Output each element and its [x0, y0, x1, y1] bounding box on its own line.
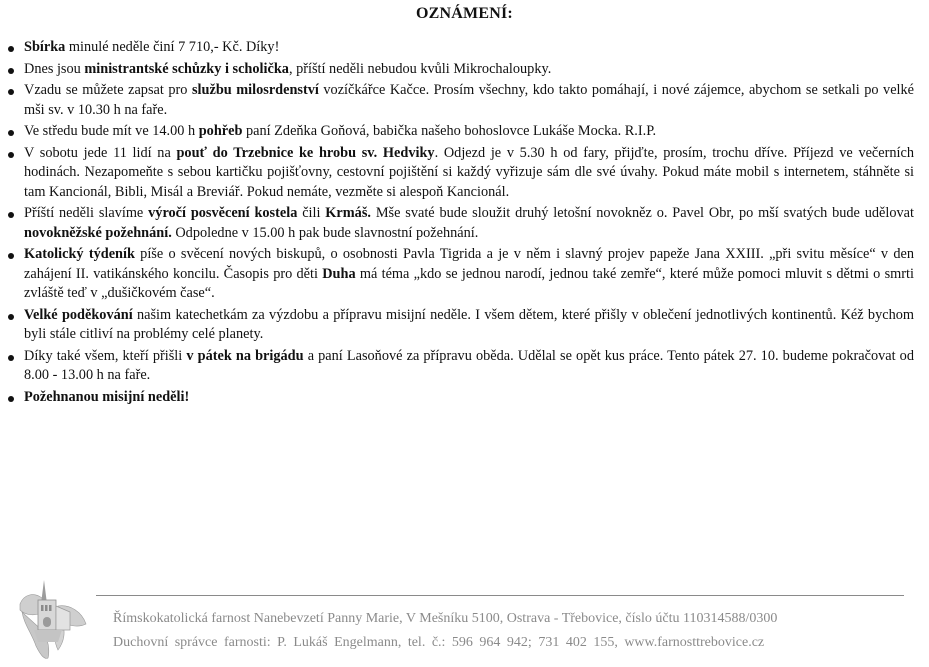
announcement-text: Odpoledne v 15.00 h pak bude slavnostní požehnání. — [171, 224, 479, 241]
bullet-icon — [8, 130, 14, 136]
announcement-item — [8, 245, 914, 304]
announcement-text: Vzadu se můžete zapsat pro — [24, 82, 192, 98]
bullet-icon — [8, 355, 14, 361]
announcement-text: V sobotu jede 11 lidí na — [24, 144, 177, 161]
announcement-text: Ve středu bude mít ve 14.00 h — [24, 123, 199, 139]
bullet-icon — [8, 89, 14, 95]
announcement-text: Příští neděli slavíme — [24, 205, 149, 221]
bullet-icon — [8, 314, 14, 320]
announcement-text: . Odjezd je v 5.30 h od fary, přijďte, prosím, trochu dříve. Příjezd ve večerních hodinách. Nezapomeňte s sebou kartičku pojišťovny, cestovní pojištění si každý vyřizuje sám dle své úvahy. Pokud máte mobil s internetem, stáhněte si tam Kancionál, Bibli, Misál a Breviář. Pokud nemáte, vezměte si alespoň Kancionál. — [24, 144, 915, 200]
announcement-highlight: službu milosrdenství — [191, 82, 319, 98]
announcement-text: našim katechetkám za výzdobu a přípravu misijní neděle. I všem dětem, které přišly v oblečení jednotlivých kontinentů. Kéž bychom byli stále citliví na problémy celé planety. — [24, 306, 914, 342]
announcement-item — [8, 306, 914, 345]
announcement-text: čili — [297, 205, 326, 221]
announcement-item — [8, 204, 914, 243]
announcement-highlight: novokněžské požehnání. — [24, 224, 172, 241]
announcement-text: píše o svěcení nových biskupů, o osobnosti Pavla Tigrida a je v něm i slavný projev papeže Jana XXIII. „při svitu měsíce“ v den zahájení II. vatikánského koncilu. Časopis pro děti — [24, 246, 914, 282]
announcement-highlight: pohřeb — [198, 123, 243, 139]
footer-parish-info: Římskokatolická farnost Nanebevzetí Panny Marie, V Mešníku 5100, Ostrava - Třebovice, číslo účtu 110314588/0300 — [113, 611, 778, 626]
announcement-highlight: pouť do Trzebnice ke hrobu sv. Hedviky — [176, 144, 435, 161]
announcement-item — [8, 144, 914, 203]
bullet-icon — [8, 152, 14, 158]
bullet-icon — [8, 253, 14, 259]
announcement-text: minulé neděle činí 7 710,- Kč. Díky! — [65, 39, 280, 55]
announcement-text: Mše svaté bude sloužit druhý letošní novokněz o. Pavel Obr, po mší svatých bude udělovat — [370, 205, 914, 221]
church-logo-icon — [14, 572, 94, 662]
page-title: OZNÁMENÍ: — [416, 5, 513, 22]
announcement-list — [8, 38, 914, 409]
announcement-item — [8, 38, 914, 58]
bullet-icon — [8, 46, 14, 52]
announcement-highlight: Krmáš. — [325, 205, 371, 221]
announcement-highlight: Velké poděkování — [24, 306, 133, 323]
bullet-icon — [8, 212, 14, 218]
announcement-text: vozíčkářce Kačce. Prosím všechny, kdo takto pomáhají, i nové zájemce, abychom se setkali po velké mši sv. v 10.30 h na faře. — [24, 82, 915, 118]
footer-contact-info: Duchovní správce farnosti: P. Lukáš Engelmann, tel. č.: 596 964 942; 731 402 155, www.farnosttrebovice.cz — [113, 635, 765, 650]
announcement-text: má téma „kdo se jednou narodí, jednou také zemře“, které může pomoci mluvit s dětmi o smrti zvláště teď v „dušičkovém čase“. — [24, 265, 914, 301]
announcement-item — [8, 122, 914, 142]
announcement-highlight: ministrantské schůzky i scholička — [84, 60, 289, 77]
bullet-icon — [8, 396, 14, 402]
announcement-text: Díky také všem, kteří přišli — [24, 347, 187, 364]
announcement-highlight: Duha — [322, 265, 356, 282]
announcement-highlight: Sbírka — [24, 39, 66, 55]
announcement-highlight: Požehnanou misijní neděli! — [24, 388, 190, 405]
footer-divider — [96, 595, 904, 596]
announcement-text: a paní Lasoňové za přípravu oběda. Udělal se opět kus práce. Tento pátek 27. 10. budeme pokračovat od 8.00 - 13.00 h na faře. — [24, 347, 914, 383]
bullet-icon — [8, 68, 14, 74]
announcement-highlight: Katolický týdeník — [24, 246, 135, 262]
announcement-text: Dnes jsou — [24, 60, 85, 77]
announcement-text: paní Zdeňka Goňová, babička našeho bohoslovce Lukáše Mocka. R.I.P. — [242, 123, 657, 139]
announcement-item — [8, 347, 914, 386]
announcement-text: , příští neděli nebudou kvůli Mikrochaloupky. — [288, 60, 552, 77]
announcement-item — [8, 60, 914, 80]
announcement-item — [8, 81, 914, 120]
announcement-highlight: výročí posvěcení kostela — [148, 205, 298, 221]
announcement-highlight: v pátek na brigádu — [186, 347, 304, 364]
announcement-item — [8, 388, 914, 408]
